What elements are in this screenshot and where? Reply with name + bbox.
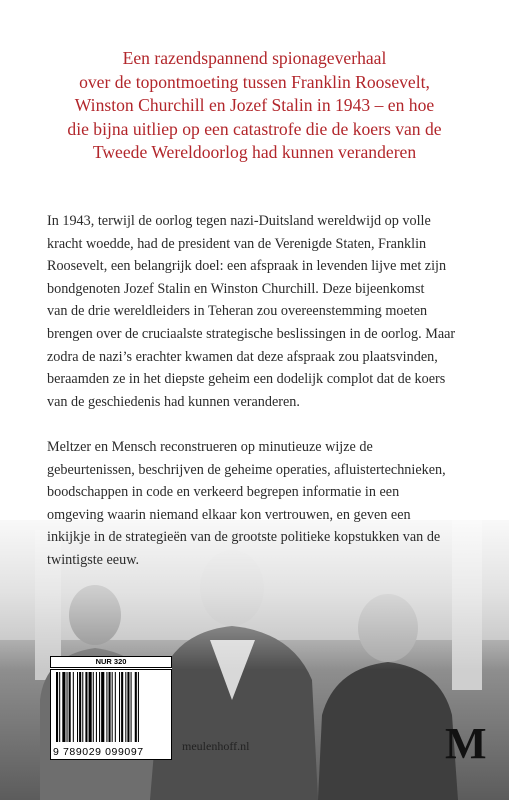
tagline-line: die bijna uitliep op een catastrofe die de koers van de	[67, 118, 442, 139]
barcode-bar	[96, 672, 97, 742]
tagline-line: Tweede Wereldoorlog had kunnen veranderen	[92, 142, 417, 162]
meulenhoff-logo: M	[445, 719, 487, 768]
barcode-bar	[121, 672, 123, 742]
barcode-bar	[127, 672, 129, 742]
barcode-bar	[85, 672, 87, 742]
barcode-panel	[50, 656, 172, 760]
publisher-url: meulenhoff.nl	[182, 739, 250, 753]
barcode-bar	[62, 672, 65, 742]
barcode-bars	[54, 672, 168, 746]
blurb-line: Meltzer en Mensch reconstrueren op minutieuze wijze de	[47, 438, 373, 455]
blurb-line: zodra de nazi’s erachter kwamen dat deze afspraak zou plaatsvinden,	[47, 348, 438, 365]
tagline	[30, 47, 479, 165]
blurb-line: brengen over de cruciaalste strategische beslissingen in de oorlog. Maar	[47, 325, 456, 342]
barcode-bar	[79, 672, 81, 742]
barcode-bar	[77, 672, 78, 742]
barcode-bar	[56, 672, 58, 742]
blurb-line: gebeurtenissen, beschrijven de geheime operaties, afluistertechnieken,	[47, 461, 446, 478]
barcode-bar	[119, 672, 120, 742]
barcode-bar	[109, 672, 111, 742]
barcode-bar	[93, 672, 94, 742]
blurb-line: inkijkje in de strategieën van de grootste politieke kopstukken van de	[47, 529, 441, 546]
barcode-bar	[125, 672, 126, 742]
barcode-bar	[69, 672, 71, 742]
barcode-bar	[106, 672, 107, 742]
barcode-bar	[101, 672, 104, 742]
blurb-paragraph-2	[47, 436, 487, 572]
blurb-line: kracht woedde, had de president van de Verenigde Staten, Franklin	[47, 235, 427, 252]
barcode-bar	[99, 672, 100, 742]
blurb-paragraph-1	[47, 210, 487, 413]
barcode-bar	[135, 672, 137, 742]
blurb-line: beraamden ze in het diepste geheim een dodelijk complot dat de koers	[47, 371, 446, 388]
barcode-bar	[138, 672, 139, 742]
barcode-bar	[89, 672, 92, 742]
barcode-bar	[131, 672, 132, 742]
blurb-line: van de geschiedenis had kunnen veranderen.	[47, 393, 300, 410]
barcode-bar	[73, 672, 74, 742]
isbn-barcode	[50, 669, 172, 760]
barcode-bar	[59, 672, 60, 742]
barcode-bar	[82, 672, 83, 742]
blurb-line: boodschappen in code en verkeerd begrepen informatie in een	[47, 484, 400, 501]
barcode-bar	[112, 672, 113, 742]
tagline-line: Winston Churchill en Jozef Stalin in 1943 – en hoe	[74, 95, 435, 115]
blurb-line: In 1943, terwijl de oorlog tegen nazi-Duitsland wereldwijd op volle	[47, 213, 431, 229]
tagline-line: Een razendspannend spionageverhaal	[122, 48, 387, 68]
blurb-line: Roosevelt, een belangrijk doel: een afspraak in levenden lijve met zijn	[47, 258, 447, 275]
tagline-line: over de topontmoeting tussen Franklin Roosevelt,	[79, 71, 430, 92]
barcode-bar	[67, 672, 68, 742]
blurb-line: bondgenoten Jozef Stalin en Winston Churchill. Deze bijeenkomst	[47, 280, 425, 297]
nur-label: NUR 320	[50, 656, 172, 668]
blurb-line: twintigste eeuw.	[47, 551, 140, 568]
blurb-line: omgeving waarin niemand elkaar kon vertrouwen, en geven een	[47, 506, 411, 523]
blurb-line: van de drie wereldleiders in Teheran zou overeenstemming moeten	[47, 303, 428, 320]
isbn-number: 9 789029 099097	[53, 746, 169, 758]
barcode-bar	[115, 672, 116, 742]
blurb	[47, 210, 487, 572]
